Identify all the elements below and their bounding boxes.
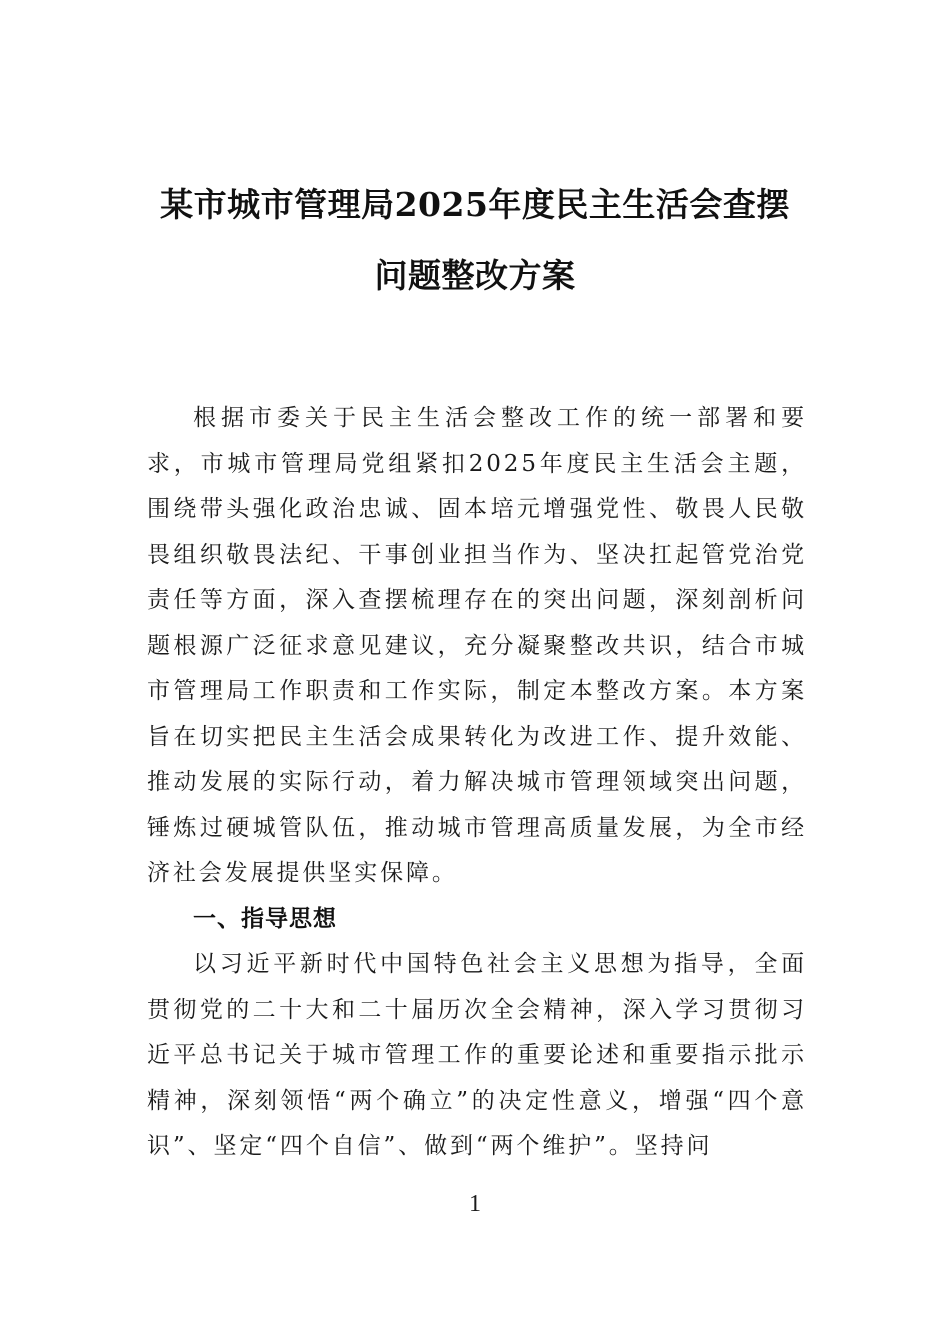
section-paragraph-guiding-ideology: 以习近平新时代中国特色社会主义思想为指导，全面贯彻党的二十大和二十届历次全会精神，深入学习贯彻习近平总书记关于城市管理工作的重要论述和重要指示批示精神，深刻领悟“两个确立”的决定性意义，增强“四个意识”、坚定“四个自信”、做到“两个维护”。坚持问: [147, 951, 807, 1159]
document-title: [0, 185, 950, 295]
title-line-1: 某市城市管理局2025年度民主生活会查摆: [160, 185, 790, 224]
page-number: 1: [469, 1191, 481, 1217]
intro-paragraph: 根据市委关于民主生活会整改工作的统一部署和要求，市城市管理局党组紧扣2025年度民主生活会主题，围绕带头强化政治忠诚、固本培元增强党性、敬畏人民敬畏组织敬畏法纪、干事创业担当作为、坚决扛起管党治党责任等方面，深入查摆梳理存在的突出问题，深刻剖析问题根源广泛征求意见建议，充分凝聚整改共识，结合市城市管理局工作职责和工作实际，制定本整改方案。本方案旨在切实把民主生活会成果转化为改进工作、提升效能、推动发展的实际行动，着力解决城市管理领域突出问题，锤炼过硬城管队伍，推动城市管理高质量发展，为全市经济社会发展提供坚实保障。: [147, 405, 807, 886]
document-body: [147, 396, 807, 1170]
title-line-2: 问题整改方案: [374, 256, 576, 295]
section-heading-guiding-ideology: 一、指导思想: [193, 905, 337, 932]
